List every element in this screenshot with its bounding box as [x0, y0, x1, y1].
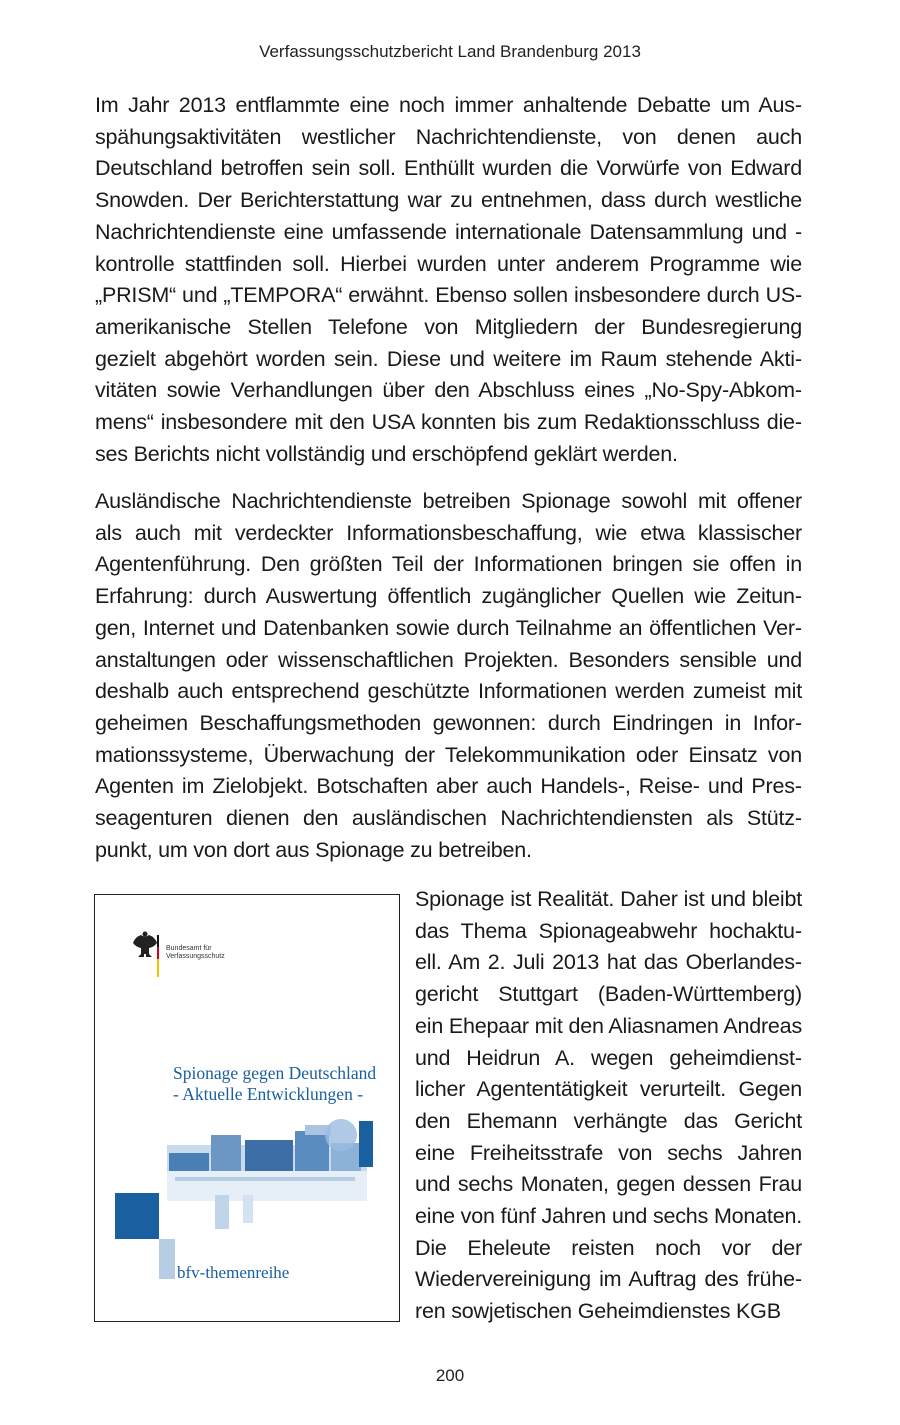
building-collage-image [167, 1119, 373, 1229]
flag-gold-stripe [157, 959, 159, 977]
page-number: 200 [435, 1366, 465, 1385]
federal-eagle-icon [133, 932, 157, 958]
agency-name-line1: Bundesamt für [166, 945, 212, 952]
blue-square-decoration [115, 1193, 159, 1239]
agency-name-line2: Verfassungsschutz [166, 953, 225, 960]
cover-title [173, 1063, 398, 1105]
brochure-cover-figure [94, 894, 400, 1322]
paragraph-2: Ausländische Nachrichtendienste betreiben Spionage sowohl mit offener als auch mit verdeckter Informationsbeschaffung, wie etwa klassischer Agentenführung. Den größten Teil der Informationen bringen sie offen in Erfahrung: durch Auswertung öffentlich zugänglicher Quellen wie Zeitungen, Internet und Datenbanken sowie durch Teilnahme an öffentlichen Veranstaltungen oder wissenschaftlichen Projekten. Besonders sensible und deshalb auch entsprechend geschützte Informationen werden zumeist mit geheimen Beschaffungsmethoden gewonnen: durch Eindringen in Informationssysteme, Überwachung der Telekommunikation oder Einsatz von Agenten im Zielobjekt. Botschaften aber auch Handels-, Reise- und Presseagenturen dienen den ausländischen Nachrichtendiensten als Stützpunkt, um von dort aus Spionage zu betreiben. [95, 489, 802, 862]
paragraph-1: Im Jahr 2013 entflammte eine noch immer anhaltende Debatte um Ausspähungsaktivitäten westlicher Nachrichtendienste, von denen auch Deutschland betroffen sein soll. Enthüllt wurden die Vorwürfe von Edward Snowden. Der Berichterstattung war zu entnehmen, dass durch westliche Nachrichtendienste eine umfassende internationale Datensammlung und -kontrolle stattfinden soll. Hierbei wurden unter anderem Programme wie „PRISM“ und „TEMPORA“ erwähnt. Ebenso sollen insbesondere durch US-amerikanische Stellen Telefone von Mitgliedern der Bundesregierung gezielt abgehört worden sein. Diese und weitere im Raum stehende Aktivitäten sowie Verhandlungen über den Abschluss eines „No-Spy-Abkommens“ insbesondere mit den USA konnten bis zum Redaktionsschluss dieses Berichts nicht vollständig und erschöpfend geklärt werden. [95, 93, 802, 466]
flag-red-stripe [157, 947, 159, 959]
cover-artwork [95, 895, 400, 1322]
agency-logo-text [166, 945, 225, 961]
light-blue-bar-decoration [159, 1239, 175, 1279]
cover-title-line2: - Aktuelle Entwicklungen - [173, 1084, 364, 1104]
cover-title-line1: Spionage gegen Deutschland [173, 1063, 377, 1083]
series-label: bfv-themenreihe [177, 1263, 290, 1282]
flag-black-stripe [157, 935, 159, 947]
running-header: Verfassungsschutzbericht Land Brandenburg 2013 [259, 42, 641, 61]
paragraph-3: Spionage ist Realität. Daher ist und bleibt das Thema Spionageabwehr hochaktuell. Am 2. Juli 2013 hat das Oberlandesgericht Stuttgart (Baden-Württemberg) ein Ehepaar mit den Aliasnamen Andreas und Heidrun A. wegen geheimdienstlicher Agententätigkeit verurteilt. Gegen den Ehemann verhängte das Gericht eine Freiheitsstrafe von sechs Jahren und sechs Monaten, gegen dessen Frau eine von fünf Jahren und sechs Monaten. Die Eheleute reisten noch vor der Wiedervereinigung im Auftrag des früheren sowjetischen Geheimdienstes KGB [415, 887, 802, 1324]
